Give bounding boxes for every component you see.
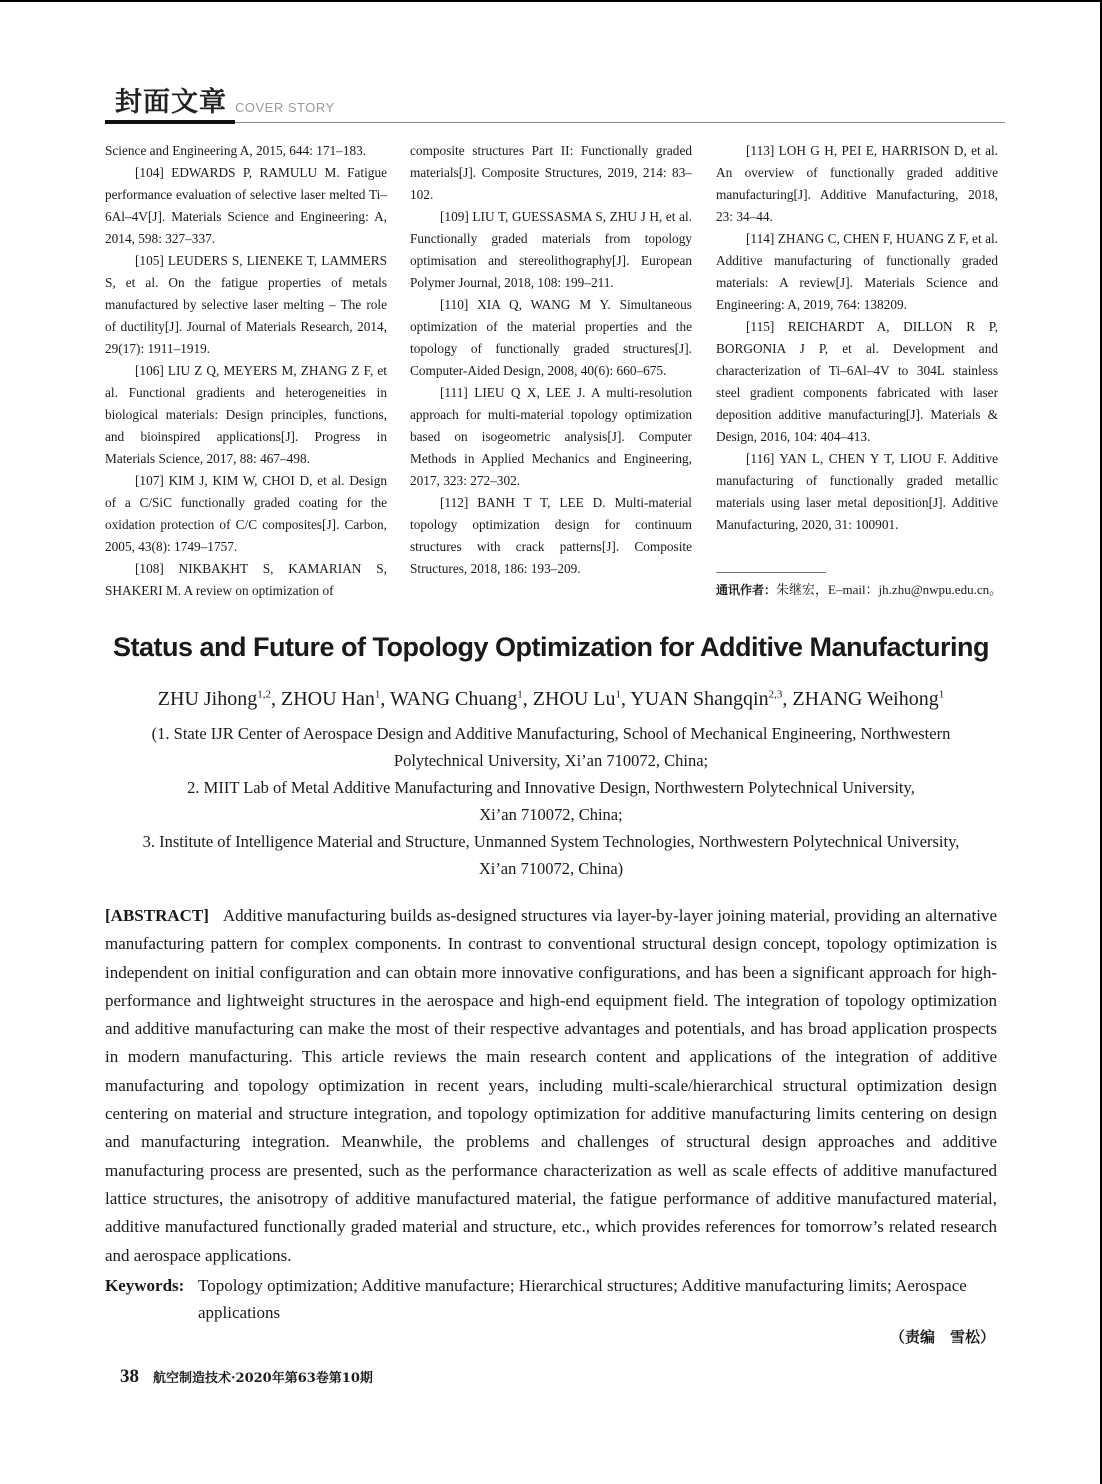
affiliation-line: Xi’an 710072, China) bbox=[478, 859, 624, 878]
references-column-1 bbox=[105, 140, 387, 602]
author-affiliation-mark: 1 bbox=[374, 688, 381, 701]
page-number: 38 bbox=[120, 1366, 139, 1387]
reference-entry: [108] NIKBAKHT S, KAMARIAN S, SHAKERI M. A review on optimization of bbox=[105, 561, 387, 598]
reference-entry: composite structures Part II: Functionally graded materials[J]. Composite Structures, 2019, 214: 83–102. bbox=[410, 143, 692, 202]
affiliation-line: Xi’an 710072, China; bbox=[479, 805, 623, 824]
section-header bbox=[105, 78, 1005, 124]
author-affiliation-mark: 2,3 bbox=[768, 688, 783, 701]
author-name: WANG Chuang bbox=[390, 688, 518, 710]
correspondence-text: 朱继宏，E–mail：jh.zhu@nwpu.edu.cn。 bbox=[776, 582, 1003, 597]
author-affiliation-mark: 1 bbox=[615, 688, 621, 701]
reference-entry: [115] REICHARDT A, DILLON R P, BORGONIA J P, et al. Development and characterization of Ti–6Al–4V to 304L stainless steel gradient components fabricated with laser deposition additive manufacturing[J]. Materials & Design, 2016, 104: 404–413. bbox=[716, 319, 998, 444]
reference-entry: [113] LOH G H, PEI E, HARRISON D, et al. An overview of functionally graded additive manufacturing[J]. Additive Manufacturing, 2018, 23: 34–44. bbox=[716, 143, 998, 224]
abstract-text: Additive manufacturing builds as-designed structures via layer-by-layer joining material, providing an alternative manufacturing pattern for complex components. In contrast to conventional structural design concept, topology optimization is independent on initial configuration and can obtain more innovative configurations, and has been a significant approach for high-performance and lightweight structures in the aerospace and high-end equipment field. The integration of topology optimization and additive manufacturing can make the most of their respective advantages and potentials, and has broad application prospects in modern manufacturing. This article reviews the main research content and applications of the integration of additive manufacturing and topology optimization in recent years, including multi-scale/hierarchical structural optimization design centering on material and structure integration, and topology optimization for additive manufacturing limits centering on design and manufacturing integration. Meanwhile, the problems and challenges of structural design approaches and additive manufacturing process are presented, such as the performance characterization as well as scale effects of additive manufactured lattice structures, the anisotropy of additive manufactured material, the fatigue performance of additive manufactured material, additive manufactured functionally graded material and structure, etc., which provides references for tomorrow’s related research and aerospace applications. bbox=[105, 906, 997, 1265]
author-affiliation-mark: 1 bbox=[938, 688, 945, 701]
keywords-label: Keywords: bbox=[105, 1276, 185, 1295]
header-rule-thin bbox=[235, 122, 1005, 123]
reference-entry: [107] KIM J, KIM W, CHOI D, et al. Design of a C/SiC functionally graded coating for the oxidation protection of C/C composites[J]. Carbon, 2005, 43(8): 1749–1757. bbox=[105, 473, 387, 554]
top-border bbox=[0, 0, 1102, 2]
keywords-text: Topology optimization; Additive manufacture; Hierarchical structures; Additive manufacturing limits; Aerospace applications bbox=[198, 1276, 967, 1322]
author-name: YUAN Shangqin bbox=[630, 688, 769, 710]
author-affiliation-mark: 1 bbox=[517, 688, 523, 701]
english-title: Status and Future of Topology Optimization for Additive Manufacturing bbox=[113, 632, 989, 662]
affiliation-line: (1. State IJR Center of Aerospace Design and Additive Manufacturing, School of Mechanical Engineering, Northwestern bbox=[151, 724, 951, 743]
reference-entry: [112] BANH T T, LEE D. Multi-material topology optimization design for continuum structures with crack patterns[J]. Composite Structures, 2018, 186: 193–209. bbox=[410, 495, 692, 576]
section-title-en: COVER STORY bbox=[235, 100, 335, 115]
reference-entry: [111] LIEU Q X, LEE J. A multi-resolution approach for multi-material topology optimization based on isogeometric analysis[J]. Computer Methods in Applied Mechanics and Engineering, 2017, 323: 272–302. bbox=[410, 385, 692, 488]
reference-entry: [104] EDWARDS P, RAMULU M. Fatigue performance evaluation of selective laser melted Ti–6Al–4V[J]. Materials Science and Engineering: A, 2014, 598: 327–337. bbox=[105, 165, 387, 246]
affiliations bbox=[60, 720, 1042, 882]
abstract bbox=[105, 902, 997, 1270]
references-column-3 bbox=[716, 140, 998, 536]
page-footer bbox=[120, 1366, 373, 1388]
reference-entry: [110] XIA Q, WANG M Y. Simultaneous optimization of the material properties and the topology of functionally graded structures[J]. Computer-Aided Design, 2008, 40(6): 660–675. bbox=[410, 297, 692, 378]
author-name: ZHANG Weihong bbox=[792, 688, 939, 710]
author-affiliation-mark: 1,2 bbox=[257, 688, 271, 701]
reference-entry: [105] LEUDERS S, LIENEKE T, LAMMERS S, et al. On the fatigue properties of metals manufactured by selective laser melting – The role of ductility[J]. Journal of Materials Research, 2014, 29(17): 1911–1919. bbox=[105, 253, 387, 356]
journal-name: 航空制造技术·2020年第63卷第10期 bbox=[153, 1371, 373, 1386]
abstract-label: [ABSTRACT] bbox=[105, 906, 209, 925]
author-name: ZHOU Han bbox=[281, 688, 375, 710]
reference-entry: [116] YAN L, CHEN Y T, LIOU F. Additive manufacturing of functionally graded metallic materials using laser metal deposition[J]. Additive Manufacturing, 2020, 31: 100901. bbox=[716, 451, 998, 532]
reference-entry: [106] LIU Z Q, MEYERS M, ZHANG Z F, et al. Functional gradients and heterogeneities in biological materials: Design principles, functions, and bioinspired applications[J]. Progress in Materials Science, 2017, 88: 467–498. bbox=[105, 363, 387, 466]
reference-entry: [109] LIU T, GUESSASMA S, ZHU J H, et al. Functionally graded materials from topology optimisation and stereolithography[J]. European Polymer Journal, 2018, 108: 199–211. bbox=[410, 209, 692, 290]
affiliation-line: 3. Institute of Intelligence Material and Structure, Unmanned System Technologies, Northwestern Polytechnical University, bbox=[142, 832, 960, 851]
reference-entry: [114] ZHANG C, CHEN F, HUANG Z F, et al. Additive manufacturing of functionally graded materials: A review[J]. Materials Science and Engineering: A, 2019, 764: 138209. bbox=[716, 231, 998, 312]
author-list: ZHU Jihong$^{1,2}$, ZHOU Han$^1$, WANG Chuang$^1$, ZHOU Lu$^1$, YUAN Shangqin$^{2,3}$, ZHANG Weihong$^1$ bbox=[157, 688, 945, 710]
affiliation-line: Polytechnical University, Xi’an 710072, China; bbox=[393, 751, 709, 770]
references-column-2 bbox=[410, 140, 692, 580]
reference-entry: Science and Engineering A, 2015, 644: 171–183. bbox=[105, 143, 367, 158]
author-name: ZHU Jihong bbox=[157, 688, 258, 710]
affiliation-line: 2. MIIT Lab of Metal Additive Manufacturing and Innovative Design, Northwestern Polytechnical University, bbox=[187, 778, 915, 797]
header-rule-thick bbox=[105, 120, 235, 124]
author-name: ZHOU Lu bbox=[532, 688, 616, 710]
correspondence-rule bbox=[716, 572, 826, 573]
section-title-zh: 封面文章 bbox=[115, 87, 227, 118]
correspondence-label: 通讯作者： bbox=[716, 583, 777, 597]
correspondence-note bbox=[716, 579, 1016, 601]
editor-note: （责编 雪松） bbox=[890, 1328, 996, 1346]
